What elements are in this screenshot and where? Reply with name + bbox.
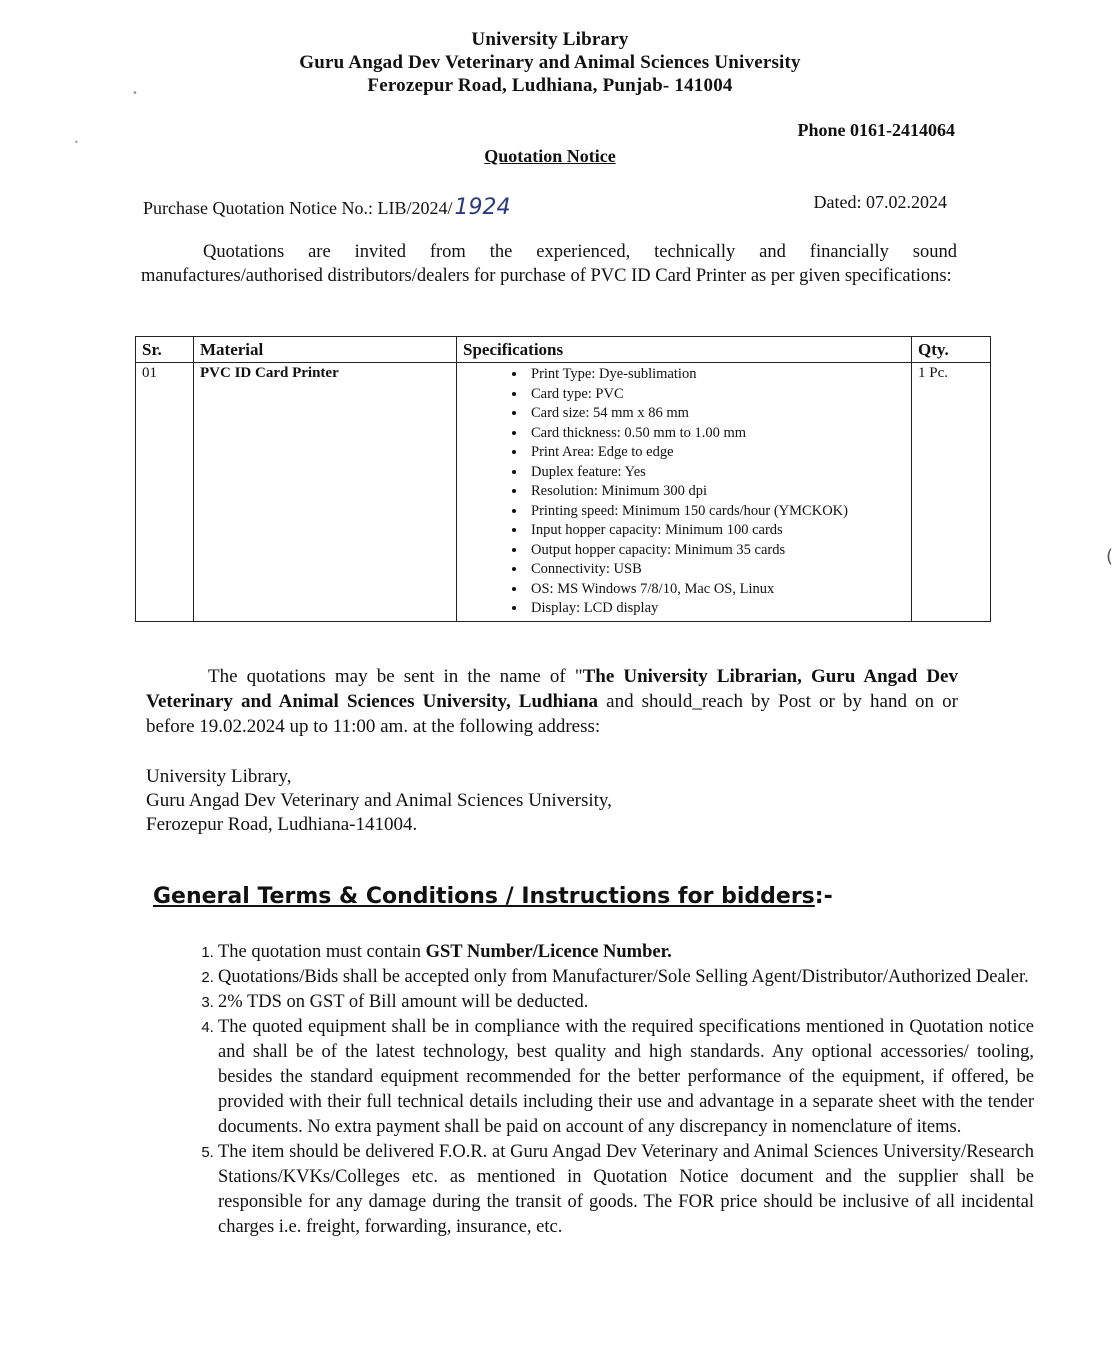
address-line-1: University Library, xyxy=(146,766,292,787)
list-item: • Card type: PVC xyxy=(527,385,905,405)
cell-material xyxy=(194,363,457,622)
table-header-row xyxy=(136,337,991,363)
term-1-bold: GST Number/Licence Number. xyxy=(425,942,672,962)
specification-table xyxy=(135,336,991,622)
list-item: 2. Quotations/Bids shall be accepted only from Manufacturer/Sole Selling Agent/Distributor/Authorized Dealer. xyxy=(218,965,1034,990)
submission-text-2: and should_reach by Post or by hand on or before 19.02.2024 up to 11:00 am. at the following address: xyxy=(146,691,958,737)
notice-title-text: Quotation Notice xyxy=(484,146,616,166)
list-item: • Connectivity: USB xyxy=(527,560,905,580)
header-specifications: Specifications xyxy=(457,337,912,363)
letterhead-line-3: Ferozepur Road, Ludhiana, Punjab- 141004 xyxy=(367,75,733,96)
material-name: PVC ID Card Printer xyxy=(200,365,339,381)
specifications-list xyxy=(463,365,905,619)
list-item: • Display: LCD display xyxy=(527,599,905,619)
handwritten-notice-number: 1924 xyxy=(454,195,511,220)
list-item xyxy=(218,940,1034,965)
list-item: • Input hopper capacity: Minimum 100 cards xyxy=(527,521,905,541)
list-item: • Duplex feature: Yes xyxy=(527,463,905,483)
submission-paragraph xyxy=(146,664,958,739)
letterhead-line-1: University Library xyxy=(471,29,629,50)
notice-number-label: Purchase Quotation Notice No.: LIB/2024/ xyxy=(143,198,453,218)
postal-address xyxy=(146,765,612,837)
list-item: • Printing speed: Minimum 150 cards/hour (YMCKOK) xyxy=(527,502,905,522)
cell-specifications xyxy=(457,363,912,622)
submission-addressee: The University Librarian, Guru Angad Dev Veterinary and Animal Sciences University, Ludhiana xyxy=(146,666,958,712)
header-qty: Qty. xyxy=(912,337,991,363)
list-item: 3. 2% TDS on GST of Bill amount will be deducted. xyxy=(218,990,1034,1015)
cell-sr: 01 xyxy=(136,363,194,622)
intro-paragraph xyxy=(141,240,957,288)
terms-heading-text: General Terms & Conditions / Instructions for bidders xyxy=(153,884,815,909)
scan-edge-mark: ( xyxy=(1106,546,1114,567)
list-item: • Print Area: Edge to edge xyxy=(527,443,905,463)
list-item: 5. The item should be delivered F.O.R. at Guru Angad Dev Veterinary and Animal Sciences University/Research Stations/KVKs/Colleges etc. as mentioned in Quotation Notice document and the supplier shall be responsible for any damage during the transit of goods. The FOR price should be inclusive of all incidental charges i.e. freight, forwarding, insurance, etc. xyxy=(218,1140,1034,1240)
notice-title xyxy=(0,146,1100,167)
list-item: • OS: MS Windows 7/8/10, Mac OS, Linux xyxy=(527,580,905,600)
terms-heading-suffix: :- xyxy=(814,884,833,909)
submission-text-1: The quotations may be sent in the name of " xyxy=(208,666,583,687)
notice-number xyxy=(143,195,510,220)
table-row xyxy=(136,363,991,622)
letterhead-line-2: Guru Angad Dev Veterinary and Animal Sciences University xyxy=(299,52,801,73)
list-item: 4. The quoted equipment shall be in compliance with the required specifications mentioned in Quotation notice and shall be of the latest technology, best quality and high standards. Any optional accessories/ tooling, besides the standard equipment recommended for the better performance of the equipment, if offered, be provided with their full technical details including their use and advantage in a separate sheet with the tender documents. No extra payment shall be paid on account of any discrepancy in nomenclature of items. xyxy=(218,1015,1034,1140)
notice-date: Dated: 07.02.2024 xyxy=(813,192,947,212)
list-item: • Card thickness: 0.50 mm to 1.00 mm xyxy=(527,424,905,444)
scan-speck: • xyxy=(132,88,138,99)
list-item: • Card size: 54 mm x 86 mm xyxy=(527,404,905,424)
list-item: • Resolution: Minimum 300 dpi xyxy=(527,482,905,502)
address-line-3: Ferozepur Road, Ludhiana-141004. xyxy=(146,814,418,835)
phone-number: Phone 0161-2414064 xyxy=(797,120,955,140)
cell-qty: 1 Pc. xyxy=(912,363,991,622)
letterhead xyxy=(0,28,1100,97)
terms-list xyxy=(146,940,1034,1240)
address-line-2: Guru Angad Dev Veterinary and Animal Sciences University, xyxy=(146,790,612,811)
header-material: Material xyxy=(194,337,457,363)
header-sr: Sr. xyxy=(136,337,194,363)
intro-text: Quotations are invited from the experienced, technically and financially sound manufactures/authorised distributors/dealers for purchase of PVC ID Card Printer as per given specifications: xyxy=(141,242,957,286)
list-item: • Print Type: Dye-sublimation xyxy=(527,365,905,385)
scan-speck: • xyxy=(74,138,79,147)
terms-heading xyxy=(153,884,833,909)
term-1-text: The quotation must contain xyxy=(218,942,426,962)
list-item: • Output hopper capacity: Minimum 35 cards xyxy=(527,541,905,561)
